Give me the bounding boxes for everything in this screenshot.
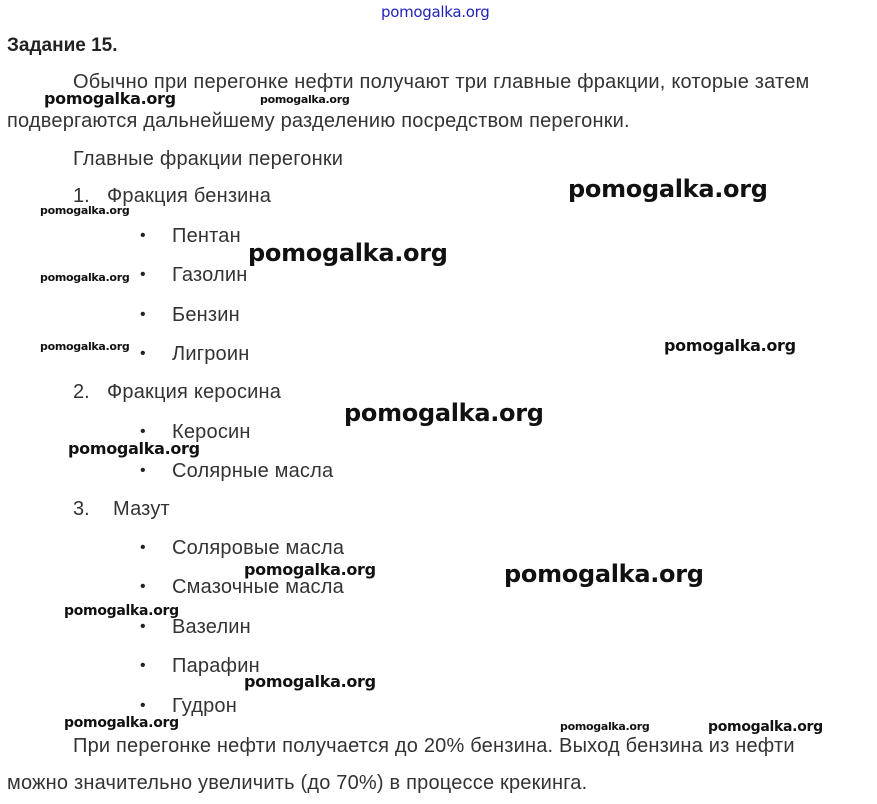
watermark-text: pomogalka.org bbox=[344, 399, 544, 427]
bullet-icon: • bbox=[140, 539, 146, 556]
bullet-icon: • bbox=[140, 227, 146, 244]
list-item: Солярные масла bbox=[172, 460, 334, 482]
watermark-text: pomogalka.org bbox=[568, 175, 768, 203]
conclusion-line-1: При перегонке нефти получается до 20% бензина. Выход бензина из нефти bbox=[73, 735, 795, 757]
watermark-text: pomogalka.org bbox=[68, 439, 200, 458]
bullet-icon: • bbox=[140, 697, 146, 714]
watermark-text: pomogalka.org bbox=[664, 336, 796, 355]
watermark-text: pomogalka.org bbox=[504, 560, 704, 588]
watermark-text: pomogalka.org bbox=[708, 719, 823, 735]
watermark-text: pomogalka.org bbox=[244, 672, 376, 691]
fraction-name: Фракция бензина bbox=[107, 185, 272, 207]
list-item: Газолин bbox=[172, 264, 248, 286]
watermark-text: pomogalka.org bbox=[64, 715, 179, 731]
list-heading: Главные фракции перегонки bbox=[73, 148, 344, 170]
bullet-icon: • bbox=[140, 345, 146, 362]
watermark-text: pomogalka.org bbox=[40, 340, 130, 353]
conclusion-line-2: можно значительно увеличить (до 70%) в процессе крекинга. bbox=[7, 772, 588, 794]
watermark-text: pomogalka.org bbox=[260, 93, 350, 106]
list-item: Бензин bbox=[172, 304, 240, 326]
watermark-text: pomogalka.org bbox=[64, 603, 179, 619]
watermark-text: pomogalka.org bbox=[40, 271, 130, 284]
bullet-icon: • bbox=[140, 306, 146, 323]
bullet-icon: • bbox=[140, 423, 146, 440]
bullet-icon: • bbox=[140, 618, 146, 635]
header-watermark: pomogalka.org bbox=[381, 3, 490, 21]
list-item: Пентан bbox=[172, 225, 241, 247]
fraction-name: Фракция керосина bbox=[107, 381, 282, 403]
fraction-number: 1. bbox=[73, 185, 90, 207]
watermark-text: pomogalka.org bbox=[560, 720, 650, 733]
watermark-text: pomogalka.org bbox=[44, 89, 176, 108]
intro-line-1: Обычно при перегонке нефти получают три главные фракции, которые затем bbox=[73, 71, 810, 93]
bullet-icon: • bbox=[140, 462, 146, 479]
fraction-number: 2. bbox=[73, 381, 90, 403]
intro-line-2: подвергаются дальнейшему разделению посредством перегонки. bbox=[7, 110, 630, 132]
bullet-icon: • bbox=[140, 657, 146, 674]
list-item: Гудрон bbox=[172, 695, 237, 717]
list-item: Вазелин bbox=[172, 616, 251, 638]
list-item: Соляровые масла bbox=[172, 537, 345, 559]
list-item: Лигроин bbox=[172, 343, 250, 365]
list-item: Смазочные масла bbox=[172, 576, 344, 598]
bullet-icon: • bbox=[140, 266, 146, 283]
fraction-name: Мазут bbox=[113, 498, 170, 520]
watermark-text: pomogalka.org bbox=[40, 204, 130, 217]
list-item: Парафин bbox=[172, 655, 260, 677]
bullet-icon: • bbox=[140, 578, 146, 595]
watermark-text: pomogalka.org bbox=[244, 560, 376, 579]
task-title: Задание 15. bbox=[7, 35, 118, 56]
fraction-number: 3. bbox=[73, 498, 90, 520]
watermark-text: pomogalka.org bbox=[248, 239, 448, 267]
list-item: Керосин bbox=[172, 421, 251, 443]
